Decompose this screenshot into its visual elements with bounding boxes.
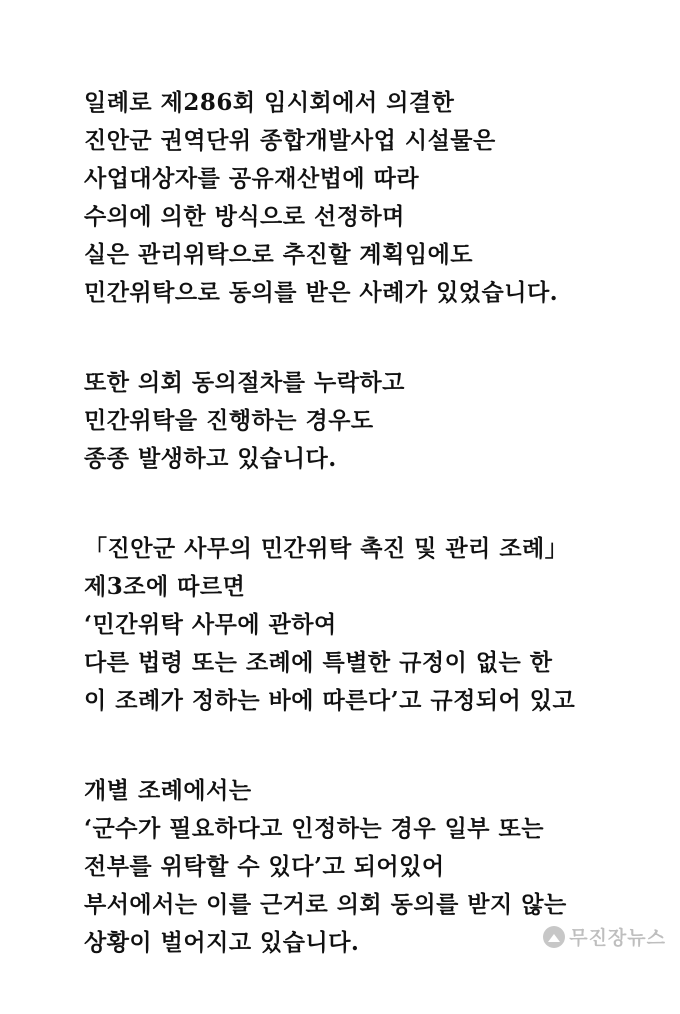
paragraph-3 (84, 530, 654, 720)
text-line: 민간위탁을 진행하는 경우도 (84, 407, 374, 434)
text-line: 또한 의회 동의절차를 누락하고 (84, 369, 405, 396)
watermark (543, 923, 666, 950)
text-line: 민간위탁으로 동의를 받은 사례가 있었습니다. (84, 279, 559, 306)
text-line: 이 조례가 정하는 바에 따른다’고 규정되어 있고 (84, 687, 576, 714)
text-line: 상황이 벌어지고 있습니다. (84, 929, 360, 956)
watermark-text: 무진장뉴스 (569, 927, 666, 949)
text-line: 다른 법령 또는 조례에 특별한 규정이 없는 한 (84, 649, 553, 676)
text-line: 제3조에 따르면 (84, 573, 246, 600)
text-line: 수의에 의한 방식으로 선정하며 (84, 203, 405, 230)
text-line: ‘군수가 필요하다고 인정하는 경우 일부 또는 (84, 815, 544, 842)
text-line: 일례로 제286회 임시회에서 의결한 (84, 89, 455, 116)
paragraph-1 (84, 84, 654, 312)
text-line: ‘민간위탁 사무에 관하여 (84, 611, 337, 638)
text-line: 전부를 위탁할 수 있다’고 되어있어 (84, 853, 445, 880)
paragraph-2 (84, 364, 654, 478)
text-line: 개별 조례에서는 (84, 777, 252, 804)
logo-mountain-icon (543, 926, 565, 948)
text-line: 종종 발생하고 있습니다. (84, 445, 337, 472)
text-line: 부서에서는 이를 근거로 의회 동의를 받지 않는 (84, 891, 567, 918)
document-body (84, 84, 654, 1014)
text-line: 실은 관리위탁으로 추진할 계획임에도 (84, 241, 474, 268)
text-line: 「진안군 사무의 민간위탁 촉진 및 관리 조례」 (84, 535, 569, 562)
text-line: 사업대상자를 공유재산법에 따라 (84, 165, 420, 192)
text-line: 진안군 권역단위 종합개발사업 시설물은 (84, 127, 496, 154)
